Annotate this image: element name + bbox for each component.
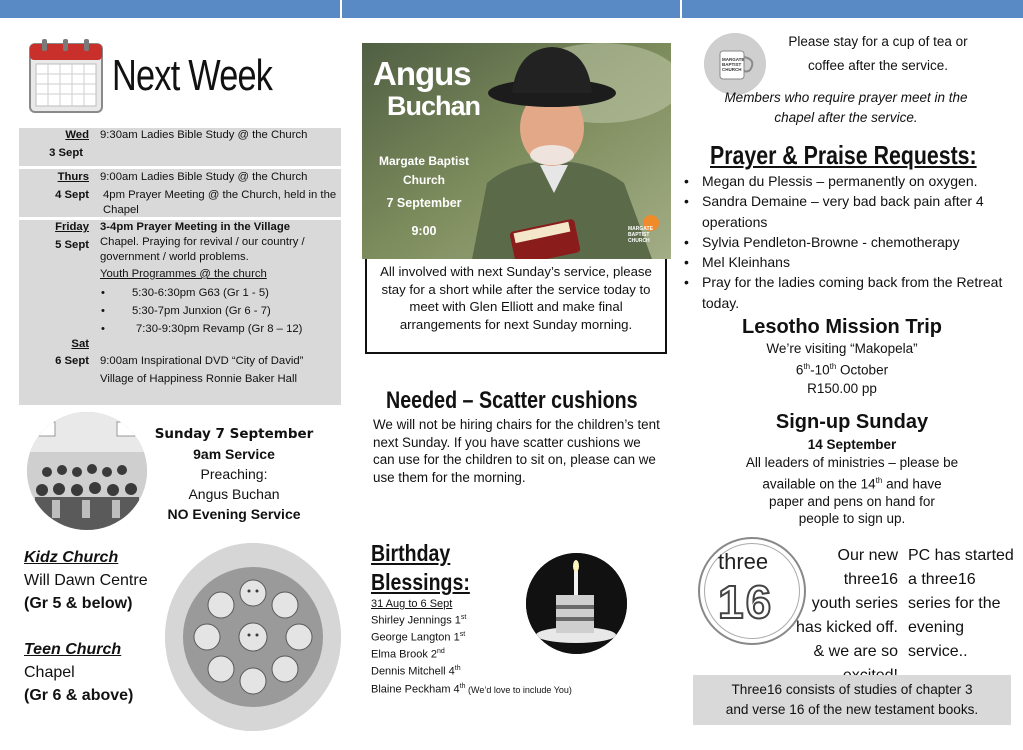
three16-info-line2: and verse 16 of the new testament books. (725, 702, 979, 717)
day-thurs: Thurs (57, 171, 89, 183)
signup-details (710, 454, 994, 528)
signup-line3: paper and pens on hand for (769, 493, 935, 509)
three16-youth-line: & we are so (813, 643, 898, 660)
sunday-date: Sunday 7 September (154, 426, 314, 442)
three16-info-line1: Three16 consists of studies of chapter 3 (731, 682, 973, 697)
prayer-item: • Sylvia Pendleton-Browne - chemotherapy (682, 232, 1007, 252)
angus-buchan-poster (362, 43, 671, 259)
coffee-mug-icon (704, 33, 766, 95)
poster-date: 7 September (386, 196, 462, 210)
mug-logo-text: MARGATE BAPTIST CHURCH (722, 57, 745, 72)
youth-item: 5:30-6:30pm G63 (Gr 1 - 5) (132, 287, 269, 299)
signup-line1: All leaders of ministries – please be (745, 455, 959, 470)
day-friday: Friday (55, 221, 89, 233)
day-sat: Sat (71, 338, 89, 350)
poster-name-line1: Angus (373, 55, 471, 92)
no-evening-service: NO Evening Service (167, 506, 301, 522)
youth-item: 5:30-7pm Junxion (Gr 6 - 7) (132, 305, 271, 317)
three16-evening-line: service.. (908, 643, 968, 660)
congregation-photo (27, 412, 147, 530)
thurs-item-1: 9:00am Ladies Bible Study @ the Church (100, 171, 308, 183)
lesotho-details (700, 340, 984, 398)
poster-church (364, 153, 484, 188)
kidz-church-place: Will Dawn Centre (24, 572, 148, 589)
tea-invite (768, 30, 988, 78)
kids-group-photo (165, 543, 341, 731)
top-bar-right (682, 0, 1023, 18)
teen-church-title: Teen Church (24, 641, 122, 658)
prayer-item: • Sandra Demaine – very bad back pain after 4 operations (682, 191, 1007, 232)
kidz-church-grade: (Gr 5 & below) (24, 595, 133, 612)
birthday-note: (We’d love to include You) (468, 685, 572, 695)
three16-youth-line: youth series (811, 595, 898, 612)
three16-evening-line: a three16 (908, 571, 976, 588)
three16-evening-line: series for the (908, 595, 1001, 612)
sunday-service-time: 9am Service (193, 446, 275, 462)
preaching-label: Preaching: (200, 466, 268, 482)
three16-youth-line: Our new (837, 547, 898, 564)
poster-time: 9:00 (411, 224, 437, 238)
top-bar-middle (342, 0, 680, 18)
poster-church-line1: Margate Baptist (378, 154, 470, 168)
prayer-item: • Megan du Plessis – permanently on oxygen. (682, 171, 1007, 191)
date-wed: 3 Sept (49, 147, 83, 159)
signup-title: Sign-up Sunday (775, 411, 929, 433)
three16-logo-word: three (718, 549, 769, 574)
prayer-list (682, 171, 1007, 313)
lesotho-title: Lesotho Mission Trip (741, 316, 942, 338)
poster-church-line2: Church (403, 173, 445, 187)
service-notice-box (365, 259, 667, 354)
sat-item-2: Village of Happiness Ronnie Baker Hall (100, 373, 297, 385)
three16-youth-text (762, 544, 898, 688)
wed-item-1: 9:30am Ladies Bible Study @ the Church (100, 129, 308, 141)
weekly-schedule (19, 128, 341, 405)
page-title: Next Week (112, 51, 273, 100)
calendar-icon (28, 38, 104, 114)
friday-item-1: 3-4pm Prayer Meeting in the Village (100, 221, 291, 233)
three16-youth-line: three16 (843, 571, 898, 588)
tea-invite-line2: coffee after the service. (807, 58, 949, 73)
three16-logo-number: 16 (718, 576, 774, 628)
three16-evening-text (908, 544, 1018, 664)
three16-info-box (693, 675, 1011, 725)
prayer-item: • Mel Kleinhans (682, 252, 1007, 272)
three16-evening-line: evening (908, 619, 965, 636)
lesotho-line2: 6th-10th October (795, 362, 889, 378)
prayer-title: Prayer & Praise Requests: (710, 140, 977, 170)
birthday-title-line1: Birthday (371, 540, 451, 566)
cushions-text: We will not be hiring chairs for the children’s tent next Sunday. If you have scatter cushions we can use for the children to sit on, please can we use them for the morning. (373, 417, 660, 485)
cushions-title: Needed – Scatter cushions (386, 387, 638, 414)
date-friday: 5 Sept (55, 239, 89, 251)
prayer-meet-note: Members who require prayer meet in the chapel after the service. (724, 90, 968, 125)
preacher-name: Angus Buchan (188, 486, 280, 502)
birthday-person: Blaine Peckham 4th (371, 682, 466, 696)
date-thurs: 4 Sept (55, 189, 89, 201)
birthday-cake-photo (526, 553, 627, 654)
poster-logo: MARGATE BAPTIST CHURCH (628, 226, 653, 244)
lesotho-line1: We’re visiting “Makopela” (766, 341, 918, 356)
sunday-service-info (150, 424, 318, 524)
lesotho-line3: R150.00 pp (807, 380, 877, 396)
day-wed: Wed (65, 129, 89, 141)
kidz-church-title: Kidz Church (24, 549, 119, 566)
birthday-person: Elma Brook 2nd (371, 648, 445, 661)
birthday-range: 31 Aug to 6 Sept (371, 598, 453, 610)
prayer-item: • Pray for the ladies coming back from the Retreat today. (682, 272, 1007, 313)
teen-church-place: Chapel (24, 664, 75, 681)
signup-date: 14 September (807, 437, 897, 452)
tea-invite-line1: Please stay for a cup of tea or (788, 34, 968, 49)
kids-church-info (24, 546, 174, 707)
youth-item: 7:30-9:30pm Revamp (Gr 8 – 12) (136, 323, 303, 335)
friday-item-1-detail: Chapel. Praying for revival / our country / government / world problems. (100, 236, 305, 263)
youth-programmes-list: • 5:30-6:30pm G63 (Gr 1 - 5) • 5:30-7pm Junxion (Gr 6 - 7) • 7:30-9:30pm Revamp (Gr 8 – 12) (101, 287, 303, 335)
signup-line4: people to sign up. (798, 511, 906, 526)
three16-evening-line: PC has started (908, 547, 1014, 564)
top-bar-left (0, 0, 340, 18)
birthday-title-line2: Blessings: (371, 569, 470, 595)
date-sat: 6 Sept (55, 355, 89, 367)
birthday-person: Shirley Jennings 1st (371, 614, 467, 627)
three16-youth-line: has kicked off. (796, 619, 898, 636)
birthday-person: George Langton 1st (371, 631, 466, 644)
youth-programmes-heading: Youth Programmes @ the church (100, 268, 267, 280)
birthday-list (371, 611, 466, 697)
thurs-item-2: 4pm Prayer Meeting @ the Church, held in the Chapel (103, 189, 337, 216)
sat-item-1: 9:00am Inspirational DVD “City of David” (100, 355, 304, 367)
birthday-person: Dennis Mitchell 4th (371, 665, 461, 679)
service-notice-text: All involved with next Sunday’s service, please stay for a short while after the service today to meet with Glen Elliott and make final arrangements for next Sunday morning. (380, 264, 652, 332)
teen-church-grade: (Gr 6 & above) (24, 687, 134, 704)
signup-line2: available on the 14th and have (762, 475, 942, 491)
poster-name-line2: Buchan (387, 91, 481, 121)
